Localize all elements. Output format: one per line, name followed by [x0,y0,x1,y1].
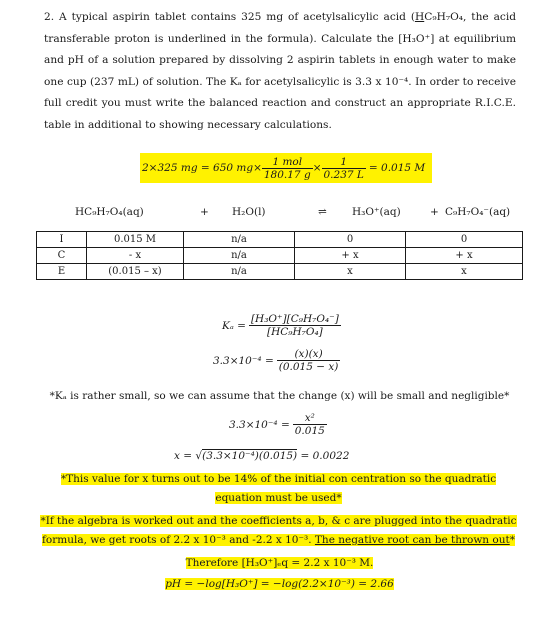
therefore-text: Therefore [H₃O⁺]ₑq = 2.2 x 10⁻³ M. [185,557,374,569]
ka-approx-fraction: $\frac{\text{x²}}{0.015}$ [294,412,325,437]
table-cell: 0.015 M [87,232,184,248]
conversion-result: = 0.015 M [368,162,426,174]
note-negative-root: The negative root can be thrown out [314,534,510,546]
ka-lhs: Kₐ = [222,319,246,332]
volume-fraction: $\frac{1}{0.237 L}$ [323,155,364,181]
row-label: I [37,232,87,248]
table-row [37,264,523,280]
ka-expression [222,313,341,338]
x-solution [174,450,349,462]
ph-text: pH = −log[H₃O⁺] = −log(2.2×10⁻³) = 2.66 [165,578,394,590]
product-anion: C₉H₇O₄⁻(aq) [445,206,511,218]
product-hydronium: H₃O⁺(aq) [352,206,401,218]
ka-approx-lhs: 3.3×10⁻⁴ = [229,418,290,431]
reactant-acid: HC₉H₇O₄(aq) [75,206,144,218]
formula-acid-proton: H [414,11,425,23]
table-cell: 0 [406,232,523,248]
ka-sub-lhs: 3.3×10⁻⁴ = [213,354,274,367]
rice-table [36,231,523,280]
equilibrium-arrow: ⇌ [318,206,327,218]
table-cell: x [295,264,406,280]
problem-intro: 2. A typical aspirin tablet contains 325 mg of acetylsalicylic acid ( [44,11,415,23]
row-label: E [37,264,87,280]
note-14-percent [38,470,519,508]
assumption-note: *Kₐ is rather small, so we can assume that the change (x) will be small and negligible* [49,390,510,402]
table-cell: + x [406,248,523,264]
table-cell: n/a [184,232,295,248]
table-cell: n/a [184,248,295,264]
conversion-equation [140,153,432,183]
note-quadratic [38,512,519,550]
reactant-water: H₂O(l) [232,206,266,218]
ka-sub-fraction: $\frac{(x)(x)}{(0.015 - x)}$ [278,348,339,373]
note-quadratic-text: *If the algebra is worked out and the coefficients a, b, & c are plugged into the quadratic formula, we get roots of 2.2 x 10⁻³ and -2.2 x 10⁻³. [40,515,517,546]
ka-fraction: $\frac{\text{[H₃O⁺][C₉H₇O₄⁻]}}{\text{[HC₉H₇O₄]}}$ [250,313,339,338]
formula-rest: C₉H₇O₄ [424,11,464,23]
therefore-line [0,557,559,569]
plus-sign-2: + [430,206,439,218]
ph-result [0,578,559,590]
table-cell: n/a [184,264,295,280]
conversion-lhs: 2×325 mg = 650 mg× [142,162,262,174]
table-cell: + x [295,248,406,264]
plus-sign-1: + [200,206,209,218]
problem-mid: , the acid transferable proton is underlined in the formula). Calculate the [H₃O⁺] at equilibrium and pH of a solution prepared by dissolving 2 aspirin tablets in enough water to make one cup (237 mL) of solution. The Kₐ for acetylsalicylic is 3.3 x 10⁻⁴. In order to receive full credit you must write the balanced reaction and construct an appropriate R.I.C.E. table in additional to showing necessary calculations. [44,11,516,131]
row-label: C [37,248,87,264]
ka-approximation [229,412,327,437]
table-cell: x [406,264,523,280]
x-lhs: x = √ [174,450,203,462]
note-asterisk: * [509,534,515,546]
note-14-percent-text: *This value for x turns out to be 14% of the initial con centration so the quadratic equation must be used* [60,473,497,504]
ka-substituted [213,348,340,373]
balanced-reaction [0,206,559,222]
table-row [37,248,523,264]
table-row [37,232,523,248]
x-rhs: = 0.0022 [297,450,350,462]
table-cell: (0.015 – x) [87,264,184,280]
table-cell: - x [87,248,184,264]
x-radicand: (3.3×10⁻⁴)(0.015) [202,450,298,462]
conversion-times: × [312,162,322,174]
problem-statement [44,7,516,137]
table-cell: 0 [295,232,406,248]
molar-mass-fraction: $\frac{\text{1 mol}}{180.17 g}$ [263,155,311,181]
